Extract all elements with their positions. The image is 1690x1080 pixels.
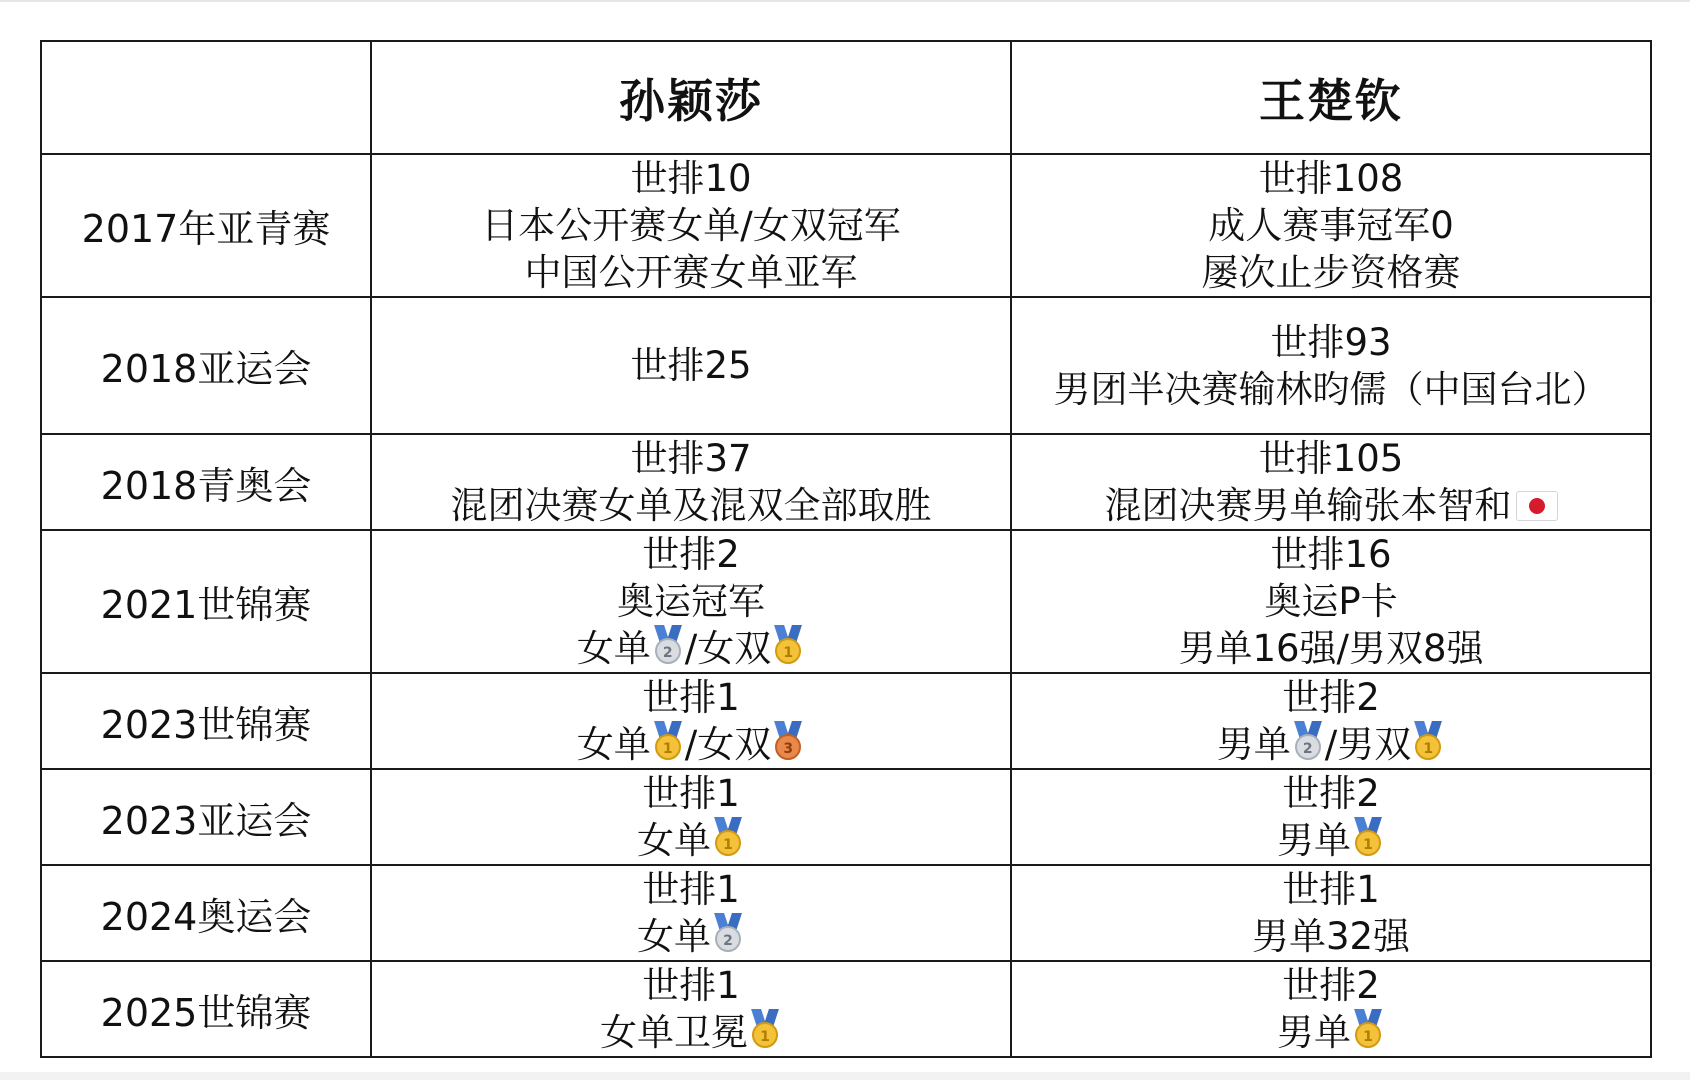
table-row (41, 865, 1651, 961)
achievement-line (1012, 482, 1650, 529)
player-b-cell (1011, 434, 1651, 530)
ranking-text: 世排93 (1270, 320, 1392, 364)
event-cell: 2017年亚青赛 (41, 154, 371, 297)
ranking-text: 世排108 (1258, 157, 1404, 200)
event-cell: 2018亚运会 (41, 297, 371, 434)
ranking-text: 世排10 (630, 157, 752, 200)
bottom-band (0, 1072, 1690, 1080)
medal-line (372, 625, 1010, 672)
player-a-cell (371, 865, 1011, 961)
corner-cell (41, 41, 371, 154)
gold-medal-icon: 1 (1414, 721, 1442, 761)
medal-line (372, 913, 1010, 960)
ranking-text: 世排2 (1282, 772, 1380, 815)
japan-flag-icon (1516, 491, 1558, 521)
ranking-text: 世排2 (1282, 676, 1380, 719)
ranking-text: 世排2 (1282, 964, 1380, 1007)
event-label: /男双 (1324, 723, 1412, 766)
event-cell: 2023世锦赛 (41, 673, 371, 769)
medal-line (1012, 817, 1650, 864)
flag-sun (1529, 498, 1545, 514)
comparison-table (40, 40, 1652, 1058)
event-cell: 2018青奥会 (41, 434, 371, 530)
achievement-text: 成人赛事冠军0 (1208, 204, 1454, 247)
player-a-cell (371, 673, 1011, 769)
bronze-medal-icon: 3 (774, 721, 802, 761)
table-row (41, 434, 1651, 530)
medal-line (372, 817, 1010, 864)
event-label: 女单 (576, 627, 651, 670)
player-b-name: 王楚钦 (1011, 41, 1651, 154)
event-label: 男单 (1277, 819, 1351, 862)
event-label: 女单 (576, 723, 651, 766)
achievement-text: 日本公开赛女单/女双冠军 (481, 204, 901, 247)
player-b-cell (1011, 961, 1651, 1057)
silver-medal-icon: 2 (1294, 721, 1322, 761)
achievement-text: 奥运冠军 (617, 580, 765, 623)
medal-line (372, 1009, 1010, 1056)
medal-line (372, 721, 1010, 768)
event-label: 女单 (637, 819, 711, 862)
player-b-cell (1011, 530, 1651, 673)
event-cell: 2025世锦赛 (41, 961, 371, 1057)
gold-medal-icon: 1 (751, 1009, 779, 1049)
achievement-text: 中国公开赛女单亚军 (524, 251, 858, 294)
gold-medal-icon: 1 (654, 721, 682, 761)
player-b-cell (1011, 673, 1651, 769)
achievement-text: 屡次止步资格赛 (1201, 251, 1461, 294)
achievement-text: 男单32强 (1251, 915, 1411, 958)
ranking-text: 世排1 (642, 964, 740, 1007)
event-label: 女单卫冕 (600, 1011, 748, 1054)
achievement-text: 奥运P卡 (1264, 580, 1398, 623)
gold-medal-icon: 1 (714, 817, 742, 857)
event-label: 男单 (1216, 723, 1291, 766)
player-a-cell (371, 434, 1011, 530)
player-a-cell (371, 297, 1011, 434)
table-row (41, 961, 1651, 1057)
ranking-text: 世排1 (1282, 868, 1380, 911)
player-a-cell (371, 530, 1011, 673)
player-a-name: 孙颖莎 (371, 41, 1011, 154)
event-label: /女双 (684, 723, 772, 766)
ranking-text: 世排25 (630, 344, 752, 387)
player-a-cell (371, 961, 1011, 1057)
ranking-text: 世排105 (1258, 437, 1404, 480)
event-label: 女单 (637, 915, 711, 958)
player-b-cell (1011, 769, 1651, 865)
ranking-text: 世排2 (642, 533, 740, 576)
table-row (41, 530, 1651, 673)
header-row (41, 41, 1651, 154)
medal-line (1012, 1009, 1650, 1056)
event-cell: 2021世锦赛 (41, 530, 371, 673)
player-b-cell (1011, 154, 1651, 297)
medal-line (1012, 721, 1650, 768)
table-row (41, 673, 1651, 769)
event-cell: 2023亚运会 (41, 769, 371, 865)
player-b-cell (1011, 297, 1651, 434)
gold-medal-icon: 1 (774, 625, 802, 665)
ranking-text: 世排1 (642, 676, 740, 719)
ranking-text: 世排1 (642, 772, 740, 815)
achievement-text: 混团决赛女单及混双全部取胜 (450, 484, 932, 527)
event-label: /女双 (684, 627, 772, 670)
event-cell: 2024奥运会 (41, 865, 371, 961)
achievement-text: 男团半决赛输林昀儒（中国台北） (1053, 367, 1609, 411)
achievement-text: 男单16强/男双8强 (1178, 627, 1484, 670)
gold-medal-icon: 1 (1354, 817, 1382, 857)
table-row (41, 297, 1651, 434)
ranking-text: 世排16 (1270, 533, 1392, 576)
ranking-text: 世排37 (630, 437, 752, 480)
achievement-text: 混团决赛男单输张本智和 (1104, 484, 1512, 527)
top-divider (0, 0, 1690, 2)
table-row (41, 154, 1651, 297)
player-a-cell (371, 769, 1011, 865)
silver-medal-icon: 2 (714, 913, 742, 953)
silver-medal-icon: 2 (654, 625, 682, 665)
event-label: 男单 (1277, 1011, 1351, 1054)
table-row (41, 769, 1651, 865)
player-a-cell (371, 154, 1011, 297)
player-b-cell (1011, 865, 1651, 961)
gold-medal-icon: 1 (1354, 1009, 1382, 1049)
ranking-text: 世排1 (642, 868, 740, 911)
